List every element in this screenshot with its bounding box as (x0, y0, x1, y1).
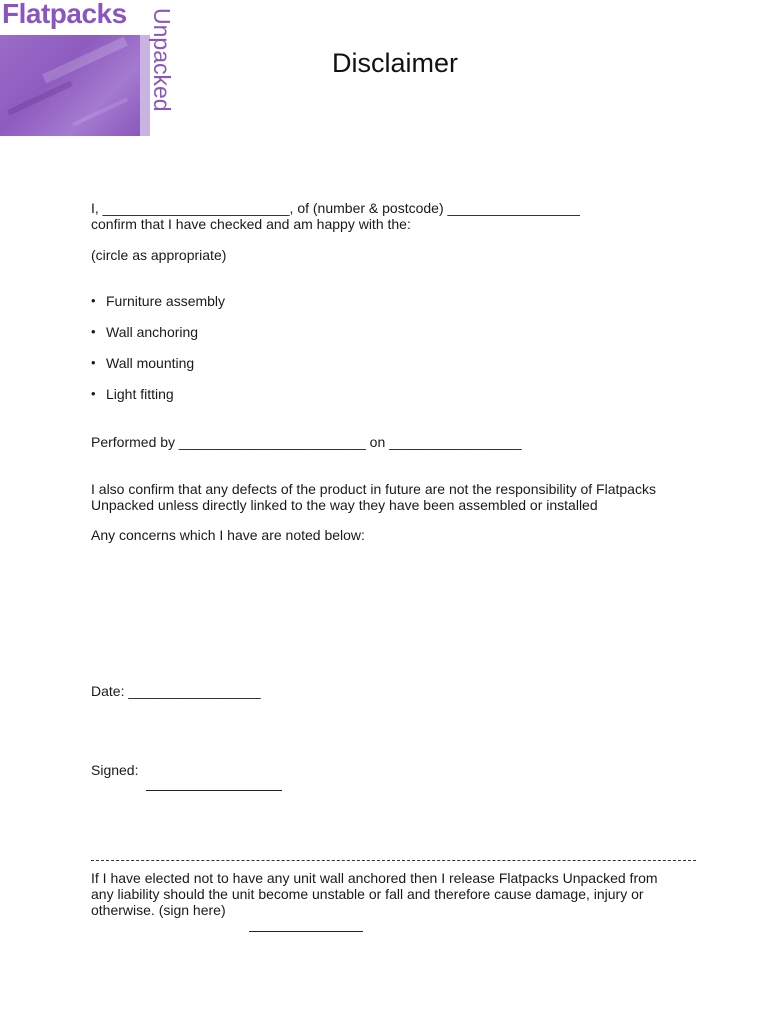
signature-blank (146, 790, 282, 791)
date-line: Date: _________________ (91, 683, 261, 699)
release-paragraph (91, 870, 658, 918)
signed-label: Signed: (91, 762, 139, 778)
intro-name-postcode-line: I, ________________________, of (number & postcode) _________________ (91, 200, 580, 216)
confirm-line-1: I also confirm that any defects of the product in future are not the responsibility of Flatpacks (91, 481, 656, 497)
release-signature-blank (249, 931, 363, 932)
release-line-3: otherwise. (sign here) (91, 902, 226, 918)
confirm-paragraph (91, 481, 656, 513)
concerns-label: Any concerns which I have are noted below: (91, 527, 365, 543)
services-list (91, 292, 225, 416)
logo-wordmark: Flatpacks (2, 0, 127, 29)
service-item-light-fitting: • Light fitting (91, 385, 225, 416)
performed-by-line: Performed by ________________________ on _________________ (91, 434, 522, 450)
service-item-furniture-assembly: • Furniture assembly (91, 292, 225, 323)
circle-note: (circle as appropriate) (91, 247, 227, 263)
intro-confirm-line: confirm that I have checked and am happy with the: (91, 216, 411, 232)
logo-vertical-text: Unpacked (149, 8, 175, 112)
page-title: Disclaimer (331, 48, 458, 78)
dashed-divider (91, 860, 696, 861)
service-item-wall-anchoring: • Wall anchoring (91, 323, 225, 354)
confirm-line-2: Unpacked unless directly linked to the way they have been assembled or installed (91, 497, 598, 513)
release-line-2: any liability should the unit become unstable or fall and therefore cause damage, injury or (91, 886, 644, 902)
service-item-wall-mounting: • Wall mounting (91, 354, 225, 385)
release-line-1: If I have elected not to have any unit wall anchored then I release Flatpacks Unpacked from (91, 870, 658, 886)
